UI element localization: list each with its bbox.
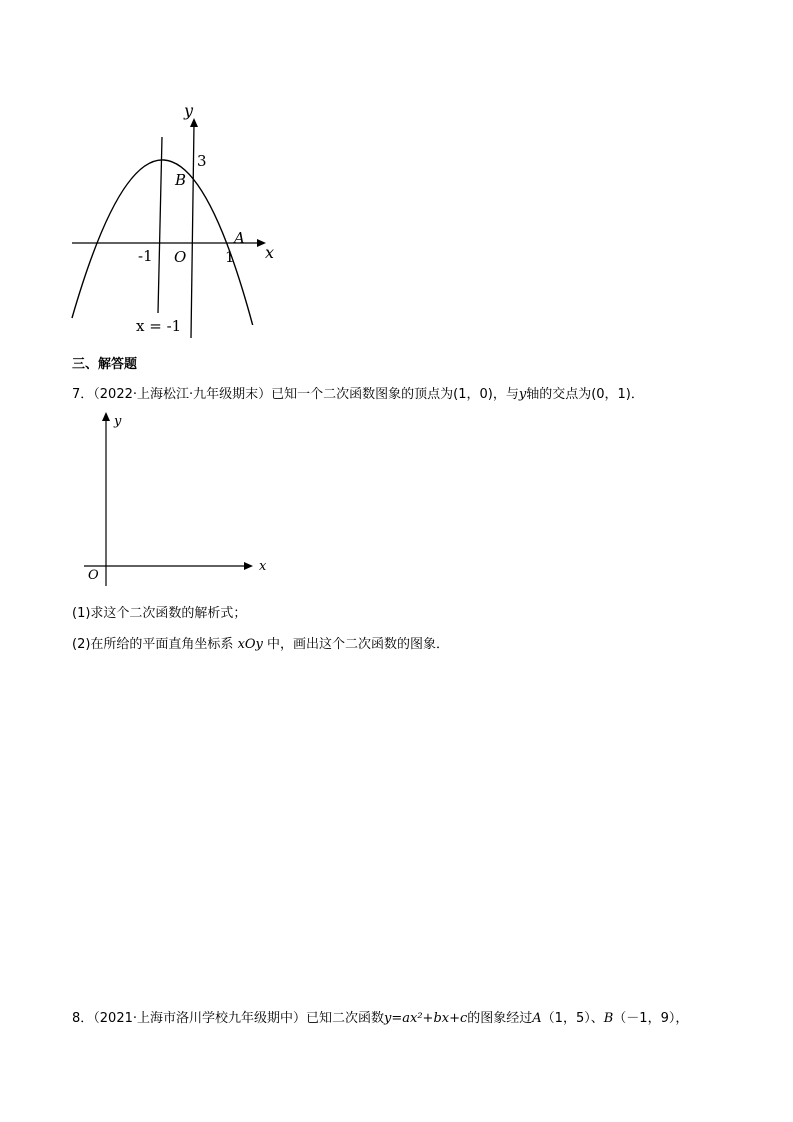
intercept-3-label: 3 <box>197 152 207 170</box>
question-text-end: 轴的交点为(0，1)． <box>526 387 644 402</box>
origin-label: O <box>88 568 99 583</box>
symmetry-line-label: x = -1 <box>136 317 182 335</box>
question-number: 8． <box>72 1011 94 1026</box>
equation: y=ax²+bx+c <box>384 1011 468 1026</box>
x-axis-arrow-icon <box>244 562 253 570</box>
point-a-label: A <box>234 229 245 247</box>
question-source: （2021·上海市洛川学校九年级期中） <box>93 1011 306 1026</box>
point-b-coords: （－1，9）， <box>613 1011 689 1026</box>
tick-1-label: 1 <box>225 248 235 266</box>
y-axis <box>191 124 194 338</box>
separator: 、 <box>590 1011 604 1026</box>
section-title: 三、解答题 <box>72 357 138 372</box>
tick-neg1-label: -1 <box>138 247 153 265</box>
question-text-mid: 的图象经过 <box>467 1011 533 1026</box>
origin-label: O <box>174 248 187 266</box>
x-axis-label: x <box>259 559 267 574</box>
question-number: 7． <box>72 387 94 402</box>
y-axis-arrow-icon <box>102 412 110 421</box>
point-a-coords: （1，5） <box>541 1011 591 1026</box>
symmetry-line <box>158 137 162 313</box>
x-axis-label: x <box>265 243 275 262</box>
variable-xoy: xOy <box>237 637 263 652</box>
point-b-label: B <box>175 171 187 189</box>
y-axis-label: y <box>184 101 194 120</box>
coordinate-system-figure <box>80 405 280 590</box>
question-source: （2022·上海松江·九年级期末） <box>93 387 272 402</box>
parabola-figure <box>60 95 300 345</box>
parabola-curve <box>72 160 254 330</box>
point-a-name: A <box>532 1011 542 1026</box>
part-2-text-end: 中，画出这个二次函数的图象． <box>267 637 450 652</box>
question-7-part-2 <box>72 633 449 652</box>
part-2-text: (2)在所给的平面直角坐标系 <box>72 637 234 652</box>
question-8-stem <box>72 1007 688 1026</box>
y-axis-label: y <box>114 414 122 429</box>
point-b-name: B <box>603 1011 614 1026</box>
question-text: 已知一个二次函数图象的顶点为(1，0)，与 <box>271 387 519 402</box>
question-7-part-1: (1)求这个二次函数的解析式； <box>72 606 247 621</box>
variable-y: y <box>518 387 527 402</box>
question-7-stem <box>72 383 644 402</box>
question-text: 已知二次函数 <box>306 1011 385 1026</box>
